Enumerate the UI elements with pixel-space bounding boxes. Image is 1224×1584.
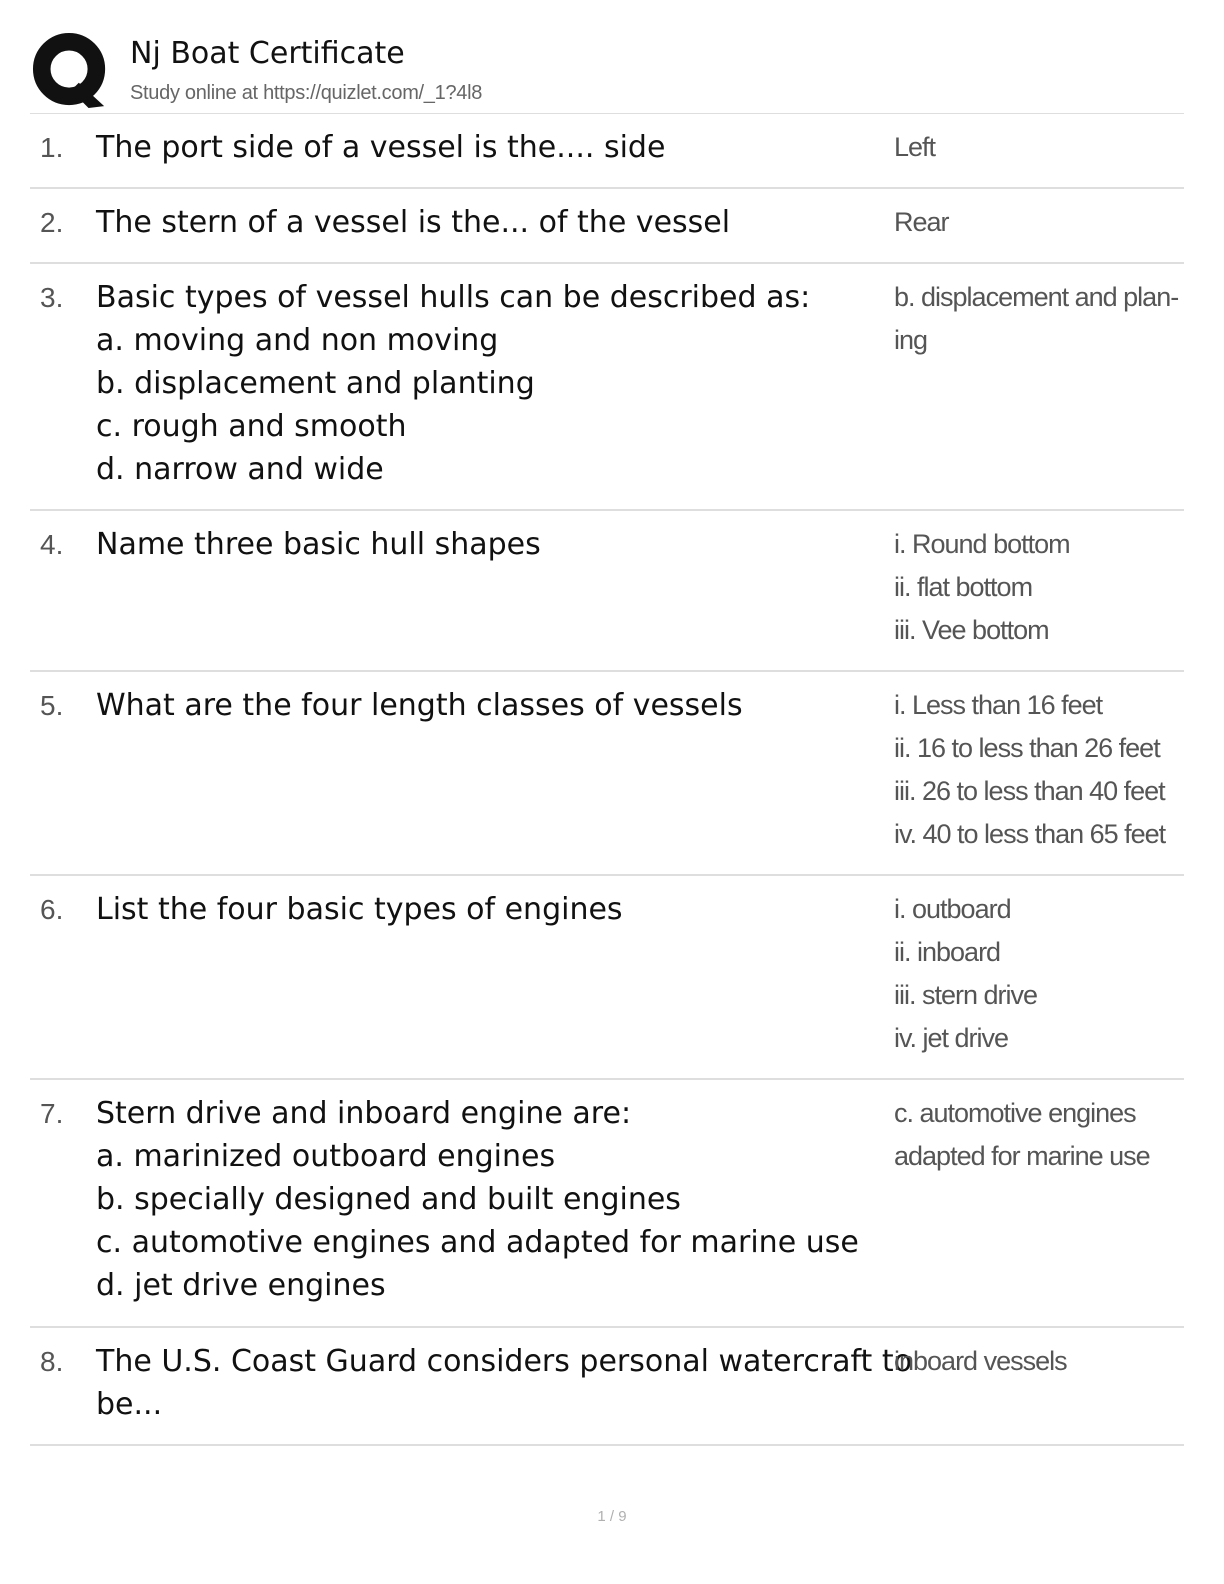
card-number: 6.	[40, 894, 64, 925]
term-line: Name three basic hull shapes	[96, 527, 541, 562]
card-number: 1.	[40, 132, 64, 163]
definition-line: ii. flat bottom	[894, 572, 1033, 602]
term-line: The U.S. Coast Guard considers personal watercraft to	[96, 1344, 912, 1379]
flashcard-row	[30, 876, 1184, 1080]
term-line: d. narrow and wide	[96, 452, 384, 487]
flashcard-list	[30, 114, 1184, 1446]
card-definition	[894, 1340, 1184, 1383]
card-number: 4.	[40, 529, 64, 560]
card-term	[96, 1092, 896, 1307]
page-subtitle: Study online at https://quizlet.com/_1?4l8	[130, 82, 483, 104]
flashcard-row	[30, 672, 1184, 876]
term-line: c. automotive engines and adapted for marine use	[96, 1225, 859, 1260]
flashcard-row	[30, 114, 1184, 189]
flashcard-row	[30, 1328, 1184, 1446]
flashcard-row	[30, 511, 1184, 672]
definition-line: ing	[894, 325, 928, 355]
page-header	[30, 28, 1184, 114]
card-number: 3.	[40, 282, 64, 313]
card-term	[96, 276, 896, 491]
term-line: a. moving and non moving	[96, 323, 499, 358]
term-line: c. rough and smooth	[96, 409, 407, 444]
definition-line: ii. inboard	[894, 937, 1001, 967]
quizlet-q-logo	[32, 32, 110, 110]
card-number: 7.	[40, 1098, 64, 1129]
card-number: 5.	[40, 690, 64, 721]
definition-line: i. Round bottom	[894, 529, 1070, 559]
term-line: Basic types of vessel hulls can be described as:	[96, 280, 811, 315]
card-term	[96, 126, 896, 169]
definition-line: ii. 16 to less than 26 feet	[894, 733, 1160, 763]
page-title: Nj Boat Certificate	[130, 36, 405, 71]
card-term	[96, 201, 896, 244]
card-definition	[894, 126, 1184, 169]
definition-line: iv. 40 to less than 65 feet	[894, 819, 1166, 849]
flashcard-row	[30, 1080, 1184, 1328]
card-term	[96, 523, 896, 566]
definition-line: b. displacement and plan-	[894, 282, 1179, 312]
page-number: 1 / 9	[597, 1508, 627, 1525]
term-line: The stern of a vessel is the... of the vessel	[96, 205, 731, 240]
definition-line: i. outboard	[894, 894, 1011, 924]
card-term	[96, 888, 896, 931]
term-line: The port side of a vessel is the.... side	[96, 130, 666, 165]
definition-line: i. Less than 16 feet	[894, 690, 1103, 720]
definition-line: Rear	[894, 207, 949, 237]
term-line: be...	[96, 1387, 163, 1422]
definition-line: iii. Vee bottom	[894, 615, 1049, 645]
definition-line: iv. jet drive	[894, 1023, 1009, 1053]
card-number: 8.	[40, 1346, 64, 1377]
definition-line: adapted for marine use	[894, 1141, 1150, 1171]
definition-line: Left	[894, 132, 936, 162]
term-line: d. jet drive engines	[96, 1268, 386, 1303]
card-term	[96, 1340, 912, 1426]
definition-line: c. automotive engines	[894, 1098, 1136, 1128]
term-line: Stern drive and inboard engine are:	[96, 1096, 632, 1131]
card-definition	[894, 1092, 1184, 1178]
flashcard-row	[30, 264, 1184, 511]
definition-line: iii. 26 to less than 40 feet	[894, 776, 1165, 806]
card-definition	[894, 201, 1184, 244]
card-definition	[894, 523, 1184, 652]
card-definition	[894, 276, 1184, 362]
term-line: List the four basic types of engines	[96, 892, 623, 927]
term-line: What are the four length classes of vessels	[96, 688, 743, 723]
definition-line: inboard vessels	[894, 1346, 1067, 1376]
card-term	[96, 684, 896, 727]
term-line: a. marinized outboard engines	[96, 1139, 556, 1174]
card-definition	[894, 888, 1184, 1060]
term-line: b. specially designed and built engines	[96, 1182, 681, 1217]
definition-line: iii. stern drive	[894, 980, 1038, 1010]
card-definition	[894, 684, 1184, 856]
term-line: b. displacement and planting	[96, 366, 535, 401]
card-number: 2.	[40, 207, 64, 238]
flashcard-row	[30, 189, 1184, 264]
